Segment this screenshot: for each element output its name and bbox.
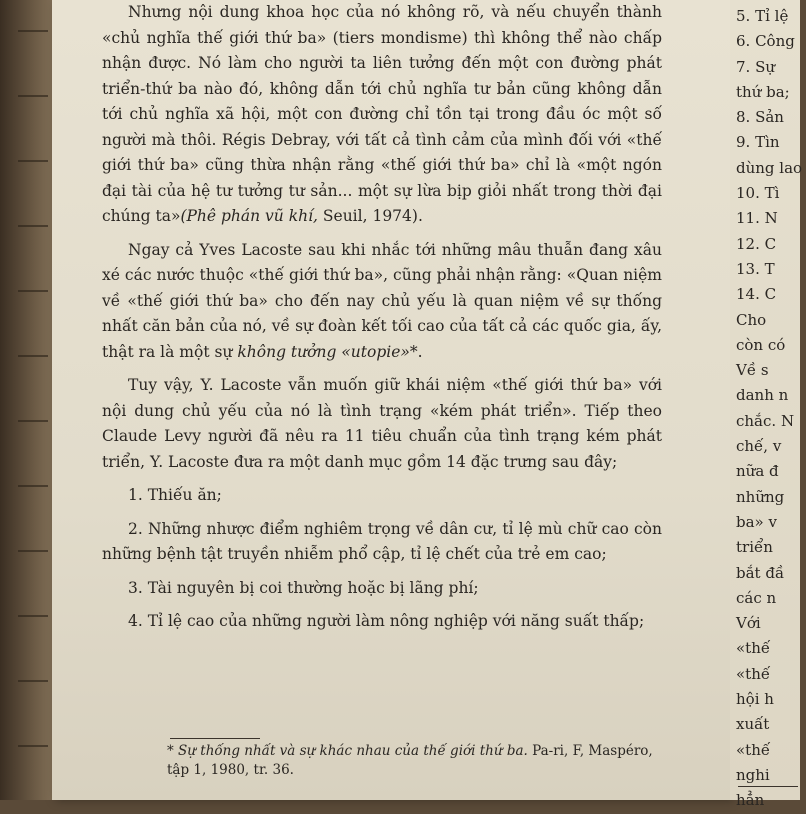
binding-stitch — [18, 550, 48, 552]
footnote: * Sự thống nhất và sự khác nhau của thế giới thứ ba. Pa-ri, F, Maspéro, tập 1, 1980, tr. 36. — [167, 743, 653, 778]
text-line: 10. Tì — [736, 184, 780, 203]
binding-stitch — [18, 95, 48, 97]
text-line: 9. Tìn — [736, 133, 780, 152]
text-line: Cho — [736, 310, 767, 329]
list-item: 4. Tỉ lệ cao của những người làm nông nghiệp với năng suất thấp; — [128, 612, 645, 630]
text-line: còn có — [736, 335, 786, 354]
list-item: 3. Tài nguyên bị coi thường hoặc bị lãng phí; — [128, 578, 479, 597]
text-line: nghi — [736, 765, 770, 784]
text-line: 11. N — [736, 209, 778, 228]
text-line: «thế — [736, 664, 771, 683]
left-page-text — [102, 0, 662, 635]
text-line: 14. C — [736, 285, 777, 304]
emphasis-utopie: không tưởng «utopie» — [237, 342, 410, 361]
text-line: chắc. N — [736, 411, 795, 430]
binding-stitch — [18, 160, 48, 162]
text-line: các n — [736, 588, 777, 607]
right-page — [730, 0, 803, 810]
text-line: chế, v — [736, 437, 782, 456]
text-line: dùng lao — [736, 158, 803, 177]
text-line: 6. Công — [736, 32, 795, 51]
footnote-rule — [170, 738, 260, 739]
binding-stitch — [18, 615, 48, 617]
binding-stitch — [18, 30, 48, 32]
text-line: nữa đ — [736, 462, 779, 481]
binding-stitch — [18, 290, 48, 292]
binding-stitch — [18, 680, 48, 682]
left-page — [52, 0, 730, 800]
binding-stitch — [18, 420, 48, 422]
text-line: thứ ba; — [736, 82, 790, 101]
text-line: 8. Sản — [736, 108, 784, 127]
text-line: xuất — [736, 715, 770, 734]
text-line: hẳn — [736, 791, 765, 810]
text-line: ba» v — [736, 512, 777, 531]
text-line: 12. C — [736, 234, 777, 253]
footnote-rule — [738, 786, 798, 787]
text-line: «thế — [736, 740, 771, 759]
text-line: danh n — [736, 386, 789, 405]
text-line: 5. Tỉ lệ — [736, 7, 789, 25]
paragraph-2: Ngay cả Yves Lacoste sau khi nhắc tới những mâu thuẫn đang xâu xé các nước thuộc «thế giới thứ ba», cũng phải nhận rằng: «Quan niệm về «thế giới thứ ba» cho đến nay chủ yếu là quan niệm về sự thống nhất căn bản của nó, về sự đoàn kết tối cao của tất cả các quốc gia, ấy, thật ra là một sự không tưởng «utopie»*. — [102, 240, 662, 361]
text-line: bắt đầ — [736, 563, 785, 582]
binding-stitch — [18, 745, 48, 747]
list-item: 1. Thiếu ăn; — [128, 486, 222, 504]
paragraph-3: Tuy vậy, Y. Lacoste vẫn muốn giữ khái niệm «thế giới thứ ba» với nội dung chủ yếu của nó là tình trạng «kém phát triển». Tiếp theo Claude Levy người đã nêu ra 11 tiêu chuẩn của tình trạng kém phát triển, Y. Lacoste đưa ra một danh mục gồm 14 đặc trưng sau đây; — [102, 376, 662, 471]
paragraph-1: Nhưng nội dung khoa học của nó không rõ, và nếu chuyển thành «chủ nghĩa thế giới thứ ba» (tiers mondisme) thì không thể nào chấp nhận được. Nó làm cho người ta liên tưởng đến một con đường phát triển-thứ ba nào đó, không dẫn tới chủ nghĩa tư bản cũng không dẫn tới chủ nghĩa xã hội, một con đường chỉ tồn tại trong đầu óc một số người mà thôi. Régis Debray, với tất cả tình cảm của mình đối với «thế giới thứ ba» cũng thừa nhận rằng «thế giới thứ ba» chỉ là «một ngón đại tài của hệ tư tưởng tư sản... một sự lừa bịp giỏi nhất trong thời đại chúng ta»(Phê phán vũ khí, Seuil, 1974). — [102, 3, 662, 225]
text-line: 13. T — [736, 259, 775, 278]
text-line: triển — [736, 538, 773, 557]
list-item: 2. Những nhược điểm nghiêm trọng về dân cư, tỉ lệ mù chữ cao còn những bệnh tật truyền nhiễm phổ cập, tỉ lệ chết của trẻ em cao; — [102, 519, 662, 563]
binding-stitch — [18, 225, 48, 227]
citation-title: (Phê phán vũ khí, — [180, 207, 318, 225]
text-line: hội h — [736, 690, 774, 709]
text-line: những — [736, 487, 785, 506]
right-page-text — [736, 4, 806, 814]
text-line: 7. Sự — [736, 57, 776, 76]
text-line: Về s — [736, 361, 769, 380]
binding-stitch — [18, 485, 48, 487]
text-line: Với — [736, 614, 761, 633]
binding-stitch — [18, 355, 48, 357]
text-line: «thế — [736, 639, 771, 658]
